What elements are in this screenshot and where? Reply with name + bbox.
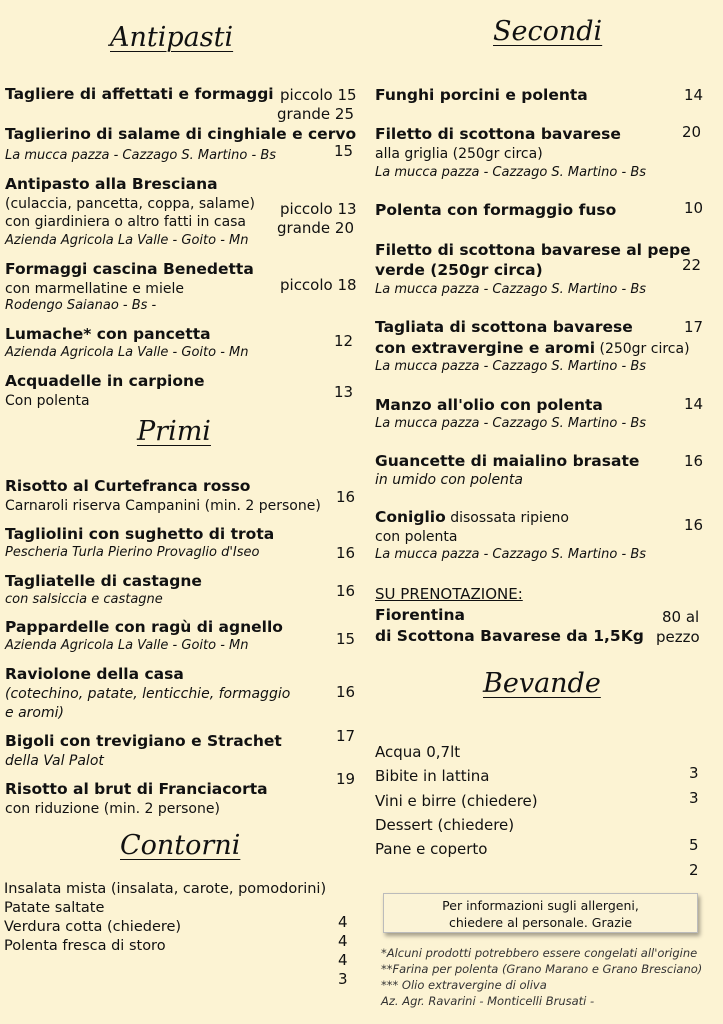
footnote: *Alcuni prodotti potrebbero essere congelati all'origine [381,946,698,960]
reservation-label: SU PRENOTAZIONE: [375,585,523,603]
item-desc: (culaccia, pancetta, coppa, salame) [5,196,255,212]
item-desc: Con polenta [5,393,90,409]
item-name: Manzo all'olio con polenta [375,396,603,414]
item-name: Tagliolini con sughetto di trota [5,525,275,543]
footnote: Az. Agr. Ravarini - Monticelli Brusati - [381,994,595,1008]
section-title-antipasti: Antipasti [110,22,234,53]
item-price: 16 [336,582,356,600]
item-name: Formaggi cascina Benedetta [5,260,254,278]
item-desc: con polenta [375,529,458,545]
item-name: di Scottona Bavarese da 1,5Kg [375,627,644,645]
footnote: *** Olio extravergine di oliva [381,978,547,992]
item-origin: con salsiccia e castagne [5,592,163,607]
item-name: Tagliere di affettati e formaggi [5,85,274,103]
item-price: 80 al [662,608,700,626]
item-origin: La mucca pazza - Cazzago S. Martino - Bs [375,165,647,180]
item-name: Lumache* con pancetta [5,325,211,343]
item-price: 16 [336,488,356,506]
item-desc: alla griglia (250gr circa) [375,146,543,162]
item-origin: Azienda Agricola La Valle - Goito - Mn [5,345,249,360]
item-price: piccolo 15 [280,86,357,104]
contorno-item: Insalata mista (insalata, carote, pomodorini) [4,881,327,897]
item-name [375,339,690,359]
item-name: Tagliata di scottona bavarese [375,318,633,336]
item-name: Tagliatelle di castagne [5,572,202,590]
notice-line: Per informazioni sugli allergeni, [442,898,639,913]
item-name: Taglierino di salame di cinghiale e cervo [5,125,357,143]
bevanda-item: Bibite in lattina [375,767,490,785]
item-desc: con giardiniera o altro fatti in casa [5,214,247,230]
item-desc: con riduzione (min. 2 persone) [5,801,220,817]
item-desc: Carnaroli riserva Campanini (min. 2 persone) [5,498,321,514]
item-origin: in umido con polenta [375,472,523,488]
item-origin: Rodengo Saianao - Bs - [5,298,157,313]
bevanda-price: 2 [689,861,699,879]
item-name: Antipasto alla Bresciana [5,175,218,193]
item-origin: Azienda Agricola La Valle - Goito - Mn [5,233,249,248]
item-price: 20 [682,123,702,141]
bevanda-item: Pane e coperto [375,840,488,858]
item-price: 14 [684,86,704,104]
item-name: Risotto al brut di Franciacorta [5,780,268,798]
contorno-price: 4 [338,913,348,931]
contorno-price: 3 [338,970,348,988]
notice-line: chiedere al personale. Grazie [448,915,633,930]
item-name: Polenta con formaggio fuso [375,201,617,219]
item-name-main: con extravergine e aromi [375,339,596,357]
item-price: 15 [336,630,356,648]
item-origin: La mucca pazza - Cazzago S. Martino - Bs [375,547,647,562]
item-price: grande 20 [277,219,354,237]
section-title-contorni: Contorni [120,830,241,861]
item-price: piccolo 13 [280,200,357,218]
item-price: 16 [684,452,704,470]
item-origin: della Val Palot [5,753,104,769]
section-title-primi: Primi [137,416,211,447]
item-price: 17 [336,727,356,745]
contorno-item: Polenta fresca di storo [4,938,166,954]
item-price: 19 [336,770,356,788]
item-name: Fiorentina [375,606,465,624]
bevanda-item: Acqua 0,7lt [375,743,461,761]
item-name: Funghi porcini e polenta [375,86,588,104]
item-origin: Azienda Agricola La Valle - Goito - Mn [5,638,249,653]
item-desc: (cotechino, patate, lenticchie, formaggio [5,686,291,702]
contorno-price: 4 [338,932,348,950]
item-desc: e aromi) [5,705,64,721]
footnote: **Farina per polenta (Grano Marano e Grano Bresciano) [381,962,703,976]
bevanda-item: Dessert (chiedere) [375,816,515,834]
item-price: 13 [334,383,354,401]
item-name: Filetto di scottona bavarese [375,125,621,143]
item-name: Risotto al Curtefranca rosso [5,477,251,495]
item-price: 14 [684,395,704,413]
item-price: 17 [684,318,704,336]
item-price: 22 [682,256,702,274]
section-title-secondi: Secondi [493,16,603,47]
item-origin: La mucca pazza - Cazzago S. Martino - Bs [5,148,277,163]
item-name-extra: (250gr circa) [595,341,690,357]
item-name: Acquadelle in carpione [5,372,205,390]
item-name: verde (250gr circa) [375,261,543,279]
item-price: piccolo 18 [280,276,357,294]
item-price: 10 [684,199,704,217]
item-name-main: Coniglio [375,508,446,526]
item-name: Bigoli con trevigiano e Strachet [5,732,282,750]
item-price: 16 [336,544,356,562]
contorno-item: Verdura cotta (chiedere) [4,919,182,935]
item-price: 16 [684,516,704,534]
item-origin: La mucca pazza - Cazzago S. Martino - Bs [375,282,647,297]
section-title-bevande: Bevande [483,668,601,699]
item-name: Guancette di maialino brasate [375,452,640,470]
item-desc: con marmellatine e miele [5,281,184,297]
item-origin: La mucca pazza - Cazzago S. Martino - Bs [375,416,647,431]
item-price: 12 [334,332,354,350]
item-name [375,508,569,528]
bevanda-price: 3 [689,789,699,807]
item-origin: Pescheria Turla Pierino Provaglio d'Iseo [5,545,260,560]
contorno-price: 4 [338,951,348,969]
item-name-extra: disossata ripieno [445,510,569,526]
item-price: pezzo [656,628,700,646]
item-origin: La mucca pazza - Cazzago S. Martino - Bs [375,359,647,374]
bevanda-price: 3 [689,764,699,782]
item-price: grande 25 [277,105,354,123]
item-name: Filetto di scottona bavarese al pepe [375,241,691,259]
bevanda-price: 5 [689,836,699,854]
contorno-item: Patate saltate [4,900,105,916]
allergen-notice [383,893,698,933]
item-name: Raviolone della casa [5,665,184,683]
item-name: Pappardelle con ragù di agnello [5,618,283,636]
bevanda-item: Vini e birre (chiedere) [375,792,538,810]
item-price: 15 [334,142,354,160]
item-price: 16 [336,683,356,701]
